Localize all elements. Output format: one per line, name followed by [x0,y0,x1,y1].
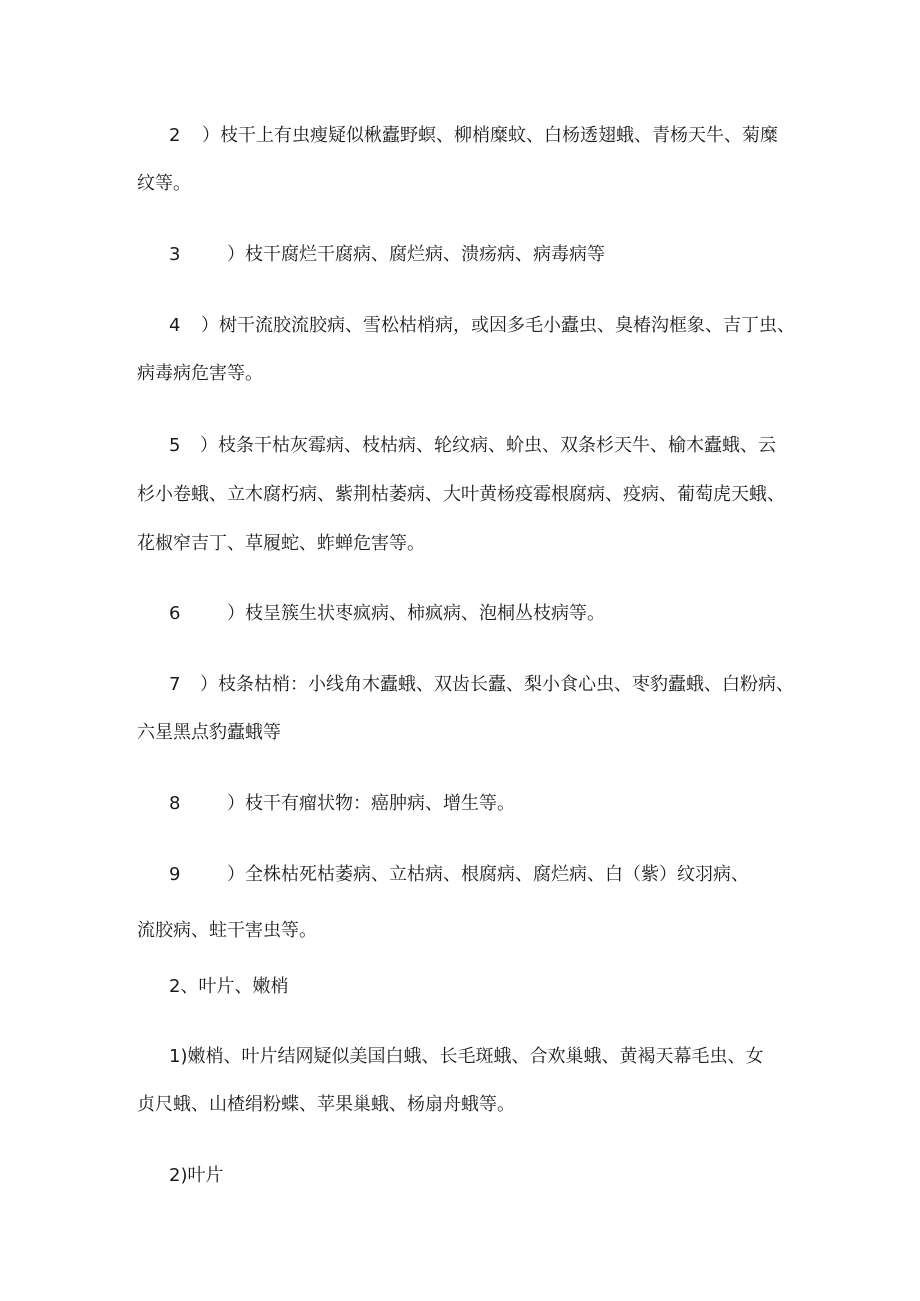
item-continuation: 六星黑点豹蠹蛾等 [137,722,281,743]
item-number: 2 [169,125,181,146]
item-number: 9 [169,864,181,885]
item-text: ）全株枯死枯萎病、立枯病、根腐病、腐烂病、白（紫）纹羽病、 [227,864,749,885]
list-item-3 [169,243,605,267]
list-item-7 [169,673,794,697]
item-text: ）枝干有瘤状物：癌肿病、增生等。 [227,793,515,814]
item-number: 3 [169,244,181,265]
item-continuation: 杉小卷蛾、立木腐朽病、紫荆枯萎病、大叶黄杨疫霉根腐病、疫病、葡萄虎天蛾、 [137,484,785,505]
item-continuation: 花椒窄吉丁、草履蛇、蚱蝉危害等。 [137,533,425,554]
item-text: ）枝干腐烂干腐病、腐烂病、溃疡病、病毒病等 [227,244,605,265]
item-number: 8 [169,793,181,814]
list-item-8 [169,792,515,816]
item-text: ）枝干上有虫瘦疑似楸蠹野螟、柳梢糜蚊、白杨透翅蛾、青杨天牛、菊糜 [202,125,778,146]
item-text: ）枝条干枯灰霉病、枝枯病、轮纹病、蚧虫、双条杉天牛、榆木蠹蛾、云 [200,435,776,456]
item-text: ）枝条枯梢：小线角木蠹蛾、双齿长蠹、梨小食心虫、枣豹蠹蛾、白粉病、 [200,674,794,695]
item-number: 5 [169,435,181,456]
section-heading: 2、叶片、嫩梢 [169,976,289,997]
subsection-1-continuation: 贞尺蛾、山楂绢粉蝶、苹果巢蛾、杨扇舟蛾等。 [137,1094,515,1115]
item-text: ）枝呈簇生状枣疯病、柿疯病、泡桐丛枝病等。 [227,603,605,624]
list-item-5 [169,434,776,458]
item-number: 6 [169,603,181,624]
item-text: ）树干流胶流胶病、雪松枯梢病，或因多毛小蠹虫、臭椿沟框象、吉丁虫、 [201,315,795,336]
list-item-2 [169,124,778,148]
list-item-4 [169,314,795,338]
subsection-2: 2)叶片 [169,1165,224,1186]
item-continuation: 流胶病、蛀干害虫等。 [137,920,317,941]
list-item-6 [169,602,605,626]
subsection-1: 1)嫩梢、叶片结网疑似美国白蛾、长毛斑蛾、合欢巢蛾、黄褐天幕毛虫、女 [169,1046,764,1067]
item-continuation: 纹等。 [137,173,191,194]
item-continuation: 病毒病危害等。 [137,363,263,384]
list-item-9 [169,863,749,887]
item-number: 7 [169,674,181,695]
item-number: 4 [169,315,181,336]
